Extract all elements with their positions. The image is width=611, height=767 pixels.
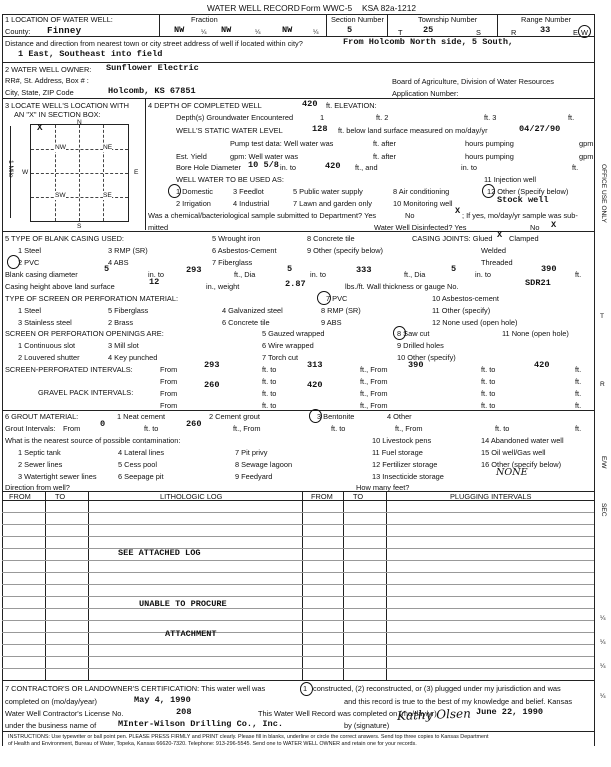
disinfected-label: Water Well Disinfected? Yes <box>374 223 467 232</box>
use-irrigation[interactable]: 2 Irrigation <box>176 199 211 208</box>
log-row-rule <box>2 524 594 525</box>
si-to-4: ft. to <box>481 377 496 386</box>
screen-none[interactable]: 12 None used (open hole) <box>432 318 518 327</box>
sample-if-yes: ; If yes, mo/day/yr sample was sub- <box>462 211 578 220</box>
grout-intervals-label: Grout Intervals: <box>5 424 56 433</box>
si-from-1: From <box>160 365 178 374</box>
opening-drilled[interactable]: 9 Drilled holes <box>397 341 444 350</box>
opening-key[interactable]: 4 Key punched <box>108 353 158 362</box>
range-label: Range Number <box>521 15 572 24</box>
opening-torch[interactable]: 7 Torch cut <box>262 353 299 362</box>
sidebar-mark-ew: E/W <box>600 456 607 469</box>
contam-fuel[interactable]: 11 Fuel storage <box>372 448 423 457</box>
use-domestic[interactable]: 1 Domestic <box>176 187 213 196</box>
contam-abandoned[interactable]: 14 Abandoned water well <box>481 436 564 445</box>
fraction-label: Fraction <box>191 15 218 24</box>
gp-ft-2: ft. <box>575 401 582 410</box>
circle-mark <box>482 184 495 198</box>
gp-to-3: ft. to <box>262 401 277 410</box>
city-label: City, State, ZIP Code <box>5 88 74 97</box>
use-label: WELL WATER TO BE USED AS: <box>176 175 284 184</box>
ksa-reference: KSA 82a-1212 <box>362 3 417 13</box>
casing-d1: 5 <box>104 264 110 274</box>
circle-mark <box>7 255 20 269</box>
gw-end: ft. <box>568 113 575 122</box>
pump-test-label: Pump test data: Well water was <box>230 139 334 148</box>
casing-joints-mark: X <box>497 230 503 240</box>
rule <box>386 491 387 680</box>
screen-stainless[interactable]: 5 Fiberglass <box>108 306 149 315</box>
log-entry-3: ATTACHMENT <box>165 629 217 639</box>
sidebar-quarter-4: ¼ <box>600 693 606 700</box>
grout-heading: 6 GROUT MATERIAL: <box>5 412 79 421</box>
si-from-2: From <box>160 377 178 386</box>
depth-value: 420 <box>302 99 318 109</box>
use-air-conditioning[interactable]: 8 Air conditioning <box>393 187 450 196</box>
yield-gpm: gpm: Well water was <box>230 152 299 161</box>
screen-label: TYPE OF SCREEN OR PERFORATION MATERIAL: <box>5 294 179 303</box>
circle-mark <box>309 409 322 423</box>
grout-to-value: 260 <box>186 419 202 429</box>
quarter-2: ¼ <box>255 29 261 36</box>
grout-bentonite[interactable]: 3 Bentonite <box>317 412 355 421</box>
fraction-1: NW <box>174 25 185 35</box>
quarter-1: ¼ <box>201 29 207 36</box>
yield-after: ft. after <box>373 152 397 161</box>
log-row-rule <box>2 620 594 621</box>
locate-heading: 3 LOCATE WELL'S LOCATION WITH <box>5 101 129 110</box>
use-industrial[interactable]: 4 Industrial <box>233 199 270 208</box>
casing-welded[interactable]: Welded <box>481 246 506 255</box>
distance-value-2: 1 East, Southeast into field <box>18 49 163 59</box>
gp-from-value: 260 <box>204 380 220 390</box>
opening-continuous[interactable]: 1 Continuous slot <box>18 341 76 350</box>
instructions-line-2: of Health and Environment, Bureau of Water, Topeka, Kansas 66620-7320. Telephone: 913-296-5545. Send one to WATER WELL OWNER and retain one for your records. <box>8 741 417 747</box>
grout-cement-grout[interactable]: 2 Cement grout <box>209 412 260 421</box>
contam-oil-gas[interactable]: 15 Oil well/Gas well <box>481 448 546 457</box>
screen-steel[interactable]: 1 Steel <box>18 306 42 315</box>
grout-ft-to: ft. to <box>331 424 346 433</box>
instructions-line-1: INSTRUCTIONS: Use typewriter or ball point pen. PLEASE PRESS FIRMLY and PRINT clearly. Please fill in blanks, underline or circle the correct answers. Send top three copies to Kansas Department <box>8 734 489 740</box>
rule <box>302 491 303 680</box>
si-ft-from-2: ft., From <box>360 377 388 386</box>
log-row-rule <box>2 656 594 657</box>
log-header-plugging: PLUGGING INTERVALS <box>450 492 532 501</box>
casing-abs[interactable]: 4 ABS <box>108 258 129 267</box>
township-prefix: T <box>398 28 403 37</box>
gw-1: 1 <box>320 113 325 122</box>
use-public-supply[interactable]: 5 Public water supply <box>293 187 363 196</box>
screen-asbestos[interactable]: 10 Asbestos-cement <box>432 294 499 303</box>
grout-neat-cement[interactable]: 1 Neat cement <box>117 412 166 421</box>
log-entry-1: SEE ATTACHED LOG <box>118 548 201 558</box>
casing-d2-ft: 333 <box>356 265 372 275</box>
location-heading: 1 LOCATION OF WATER WELL: <box>5 15 113 24</box>
circle-mark <box>300 682 313 696</box>
grout-from-label: From <box>63 424 81 433</box>
bore-ft-and: ft., and <box>355 163 378 172</box>
locate-heading-2: AN "X" IN SECTION BOX: <box>14 110 101 119</box>
sidebar-mark-sec: SEC <box>600 503 607 517</box>
contam-septic[interactable]: 1 Septic tank <box>18 448 61 457</box>
gravel-label: GRAVEL PACK INTERVALS: <box>38 388 134 397</box>
bore-value: 10 5/8 <box>248 160 279 170</box>
gp-to-value: 420 <box>307 380 323 390</box>
east-label: E <box>134 169 139 176</box>
circle-mark <box>317 291 331 305</box>
casing-joints-clamped[interactable]: Clamped <box>509 234 539 243</box>
si-to-2: ft. to <box>481 365 496 374</box>
bore-label: Bore Hole Diameter <box>176 163 241 172</box>
gp-ft-from-2: ft., From <box>360 401 388 410</box>
casing-joints-label: CASING JOINTS: Glued <box>412 234 493 243</box>
use-feedlot[interactable]: 3 Feedlot <box>233 187 264 196</box>
well-location-mark: X <box>37 122 43 133</box>
use-injection-well[interactable]: 11 Injection well <box>484 175 537 184</box>
opening-wire[interactable]: 6 Wire wrapped <box>262 341 314 350</box>
screen-intervals-label: SCREEN-PERFORATED INTERVALS: <box>5 365 133 374</box>
opening-gauzed[interactable]: 5 Gauzed wrapped <box>262 329 325 338</box>
casing-other[interactable]: 9 Other (specify below) <box>307 246 383 255</box>
si-from-value-2: 390 <box>408 360 424 370</box>
disinfected-no[interactable]: No <box>530 223 540 232</box>
license-value: 208 <box>176 707 192 717</box>
sidebar-quarter-1: ¼ <box>600 615 606 622</box>
gp-from-1: From <box>160 389 178 398</box>
si-to-3: ft. to <box>262 377 277 386</box>
north-label: N <box>77 119 82 126</box>
si-to-value-2: 420 <box>534 360 550 370</box>
gp-to-4: ft. to <box>481 401 496 410</box>
screen-fiberglass[interactable]: 4 Galvanized steel <box>222 306 283 315</box>
record-label: This Water Well Record was completed on (mo/day/yr) <box>258 709 437 718</box>
signature-label: by (signature) <box>344 721 390 730</box>
cert-heading: 7 CONTRACTOR'S OR LANDOWNER'S CERTIFICATION: This water well was <box>5 684 266 693</box>
sample-no[interactable]: No <box>405 211 415 220</box>
yield-hours: hours pumping <box>465 152 514 161</box>
opening-mill[interactable]: 3 Mill slot <box>108 341 139 350</box>
contamination-label: What is the nearest source of possible contamination: <box>5 436 181 445</box>
screen-abs[interactable]: 9 ABS <box>321 318 342 327</box>
section-number-value: 5 <box>347 25 353 35</box>
rule <box>2 410 594 411</box>
township-value: 25 <box>423 25 434 35</box>
township-label: Township Number <box>418 15 478 24</box>
casing-steel[interactable]: 1 Steel <box>18 246 42 255</box>
contam-privy[interactable]: 7 Pit privy <box>235 448 268 457</box>
screen-other[interactable]: 11 Other (specify) <box>432 306 491 315</box>
static-level-date: 04/27/90 <box>519 124 561 134</box>
contam-sewer[interactable]: 2 Sewer lines <box>18 460 63 469</box>
sample-no-mark: X <box>455 206 461 216</box>
bore-to-value: 420 <box>325 161 341 171</box>
completed-value: May 4, 1990 <box>134 695 191 705</box>
rule <box>31 197 128 198</box>
casing-d2-to: in. to <box>310 270 327 279</box>
board-label: Board of Agriculture, Division of Water Resources <box>392 77 554 86</box>
rule <box>45 491 46 680</box>
casing-d3-ft: 390 <box>541 264 557 274</box>
sidebar-mark-r: R <box>600 381 605 388</box>
casing-wall-label: lbs./ft. Wall thickness or gauge No. <box>345 282 459 291</box>
fraction-2: NW <box>221 25 232 35</box>
log-row-rule <box>2 668 594 669</box>
casing-asbestos[interactable]: 6 Asbestos-Cement <box>212 246 277 255</box>
grout-other[interactable]: 4 Other <box>387 412 412 421</box>
opening-saw-cut[interactable]: 8 Saw cut <box>397 329 430 338</box>
business-value: MInter-Wilson Drilling Co., Inc. <box>118 719 284 729</box>
owner-name: Sunflower Electric <box>106 63 199 73</box>
contam-feedyard[interactable]: 9 Feedyard <box>235 472 273 481</box>
contam-other-value: NONE <box>496 467 528 478</box>
rule <box>497 14 498 36</box>
gw-3: ft. 3 <box>484 113 497 122</box>
log-row-rule <box>2 584 594 585</box>
grout-ft-from-2: ft., From <box>395 424 423 433</box>
casing-d1-ftdia: ft., Dia <box>234 270 256 279</box>
static-level-units: ft. below land surface measured on mo/day/yr <box>338 126 488 135</box>
rule <box>387 14 388 36</box>
direction-label: Direction from well? <box>5 483 70 492</box>
log-header-from: FROM <box>9 492 31 501</box>
si-ft-from-1: ft., From <box>360 365 388 374</box>
openings-label: SCREEN OR PERFORATION OPENINGS ARE: <box>5 329 164 338</box>
contam-livestock[interactable]: 10 Livestock pens <box>372 436 432 445</box>
casing-d1-to: in. to <box>148 270 165 279</box>
casing-d3-to: in. to <box>475 270 492 279</box>
sidebar-mark-t: T <box>600 313 605 320</box>
use-monitoring[interactable]: 10 Monitoring well <box>393 199 453 208</box>
groundwater-label: Depth(s) Groundwater Encountered <box>176 113 294 122</box>
rule <box>2 62 594 63</box>
office-use-label: OFFICE USE ONLY <box>600 164 607 223</box>
rule <box>145 98 146 230</box>
grout-from-value: 0 <box>100 419 106 429</box>
log-header-from-2: FROM <box>311 492 333 501</box>
depth-units: ft. ELEVATION: <box>326 101 377 110</box>
log-row-rule <box>2 608 594 609</box>
mile-label: 1 Mile <box>7 160 14 178</box>
cert-text-2: and this record is true to the best of my knowledge and belief. Kansas <box>344 697 573 706</box>
rule <box>2 680 594 681</box>
si-from-value: 293 <box>204 360 220 370</box>
contam-watertight[interactable]: 3 Watertight sewer lines <box>18 472 97 481</box>
se-label: SE <box>103 192 112 199</box>
sample-question: Was a chemical/bacteriological sample submitted to Department? Yes <box>148 211 377 220</box>
log-entry-2: UNABLE TO PROCURE <box>139 599 227 609</box>
contam-fertilizer[interactable]: 12 Fertilizer storage <box>372 460 438 469</box>
gp-to-2: ft. to <box>481 389 496 398</box>
grout-to-label: ft. to <box>144 424 159 433</box>
city-value: Holcomb, KS 67851 <box>108 86 196 96</box>
sw-label: SW <box>55 192 66 199</box>
bore-ft: ft. <box>572 163 579 172</box>
application-label: Application Number: <box>392 89 459 98</box>
casing-d2-ftdia: ft., Dia <box>404 270 426 279</box>
nw-label: NW <box>55 144 66 151</box>
yield-gpm-end: gpm <box>579 152 594 161</box>
casing-pvc[interactable]: 2 PVC <box>18 258 40 267</box>
casing-height-value: 12 <box>149 277 160 287</box>
static-level-value: 128 <box>312 124 328 134</box>
rule <box>159 14 160 36</box>
range-prefix: R <box>511 28 517 37</box>
log-row-rule <box>2 560 594 561</box>
cert-option-1[interactable]: 1 <box>303 684 308 693</box>
rule <box>2 231 594 232</box>
gw-2: ft. 2 <box>376 113 389 122</box>
casing-concrete-tile[interactable]: 8 Concrete tile <box>307 234 355 243</box>
rule <box>2 98 594 99</box>
screen-brass[interactable]: 3 Stainless steel <box>18 318 72 327</box>
use-other[interactable]: 12 Other (Specify below) <box>487 187 569 196</box>
distance-value: From Holcomb North side, 5 South, <box>343 37 514 47</box>
screen-pvc[interactable]: 7 PVC <box>326 294 348 303</box>
disinfected-no-mark: X <box>551 220 557 230</box>
bore-in-to: in. to <box>280 163 297 172</box>
casing-wrought-iron[interactable]: 5 Wrought iron <box>212 234 261 243</box>
range-direction-e: E <box>573 28 578 37</box>
use-lawn-garden[interactable]: 7 Lawn and garden only <box>293 199 372 208</box>
casing-rmp[interactable]: 3 RMP (SR) <box>108 246 148 255</box>
static-level-label: WELL'S STATIC WATER LEVEL <box>176 126 283 135</box>
rule <box>2 731 594 732</box>
contam-lateral[interactable]: 4 Lateral lines <box>118 448 165 457</box>
rule <box>103 125 104 221</box>
pump-gpm: gpm <box>579 139 594 148</box>
range-value: 33 <box>540 25 551 35</box>
west-label: W <box>22 169 29 176</box>
south-label: S <box>77 223 82 230</box>
fraction-3: NW <box>282 25 293 35</box>
record-value: June 22, 1990 <box>476 707 544 717</box>
yield-label: Est. Yield <box>176 152 207 161</box>
grout-ft-from: ft., From <box>233 424 261 433</box>
rule <box>594 14 595 746</box>
si-to-1: ft. to <box>262 365 277 374</box>
completed-label: completed on (mo/day/year) <box>5 697 98 706</box>
section-number-label: Section Number <box>331 15 384 24</box>
use-other-value: Stock well <box>497 195 549 205</box>
log-row-rule <box>2 548 594 549</box>
contam-lagoon[interactable]: 8 Sewage lagoon <box>235 460 293 469</box>
casing-d3: 5 <box>451 264 457 274</box>
log-row-rule <box>2 536 594 537</box>
log-row-rule <box>2 632 594 633</box>
opening-louvered[interactable]: 2 Louvered shutter <box>18 353 80 362</box>
form-title: WATER WELL RECORD <box>207 3 300 13</box>
log-row-rule <box>2 596 594 597</box>
form-number: Form WWC-5 <box>301 3 353 13</box>
contam-insecticide[interactable]: 13 Insecticide storage <box>372 472 444 481</box>
bore-in-to-2: in. to <box>461 163 478 172</box>
casing-wall-value: SDR21 <box>525 278 551 288</box>
gp-ft-1: ft. <box>575 389 582 398</box>
mitted-label: mitted <box>148 223 169 232</box>
township-direction: S <box>476 28 481 37</box>
casing-weight-value: 2.87 <box>285 279 306 289</box>
rule <box>2 14 3 746</box>
casing-fiberglass[interactable]: 7 Fiberglass <box>212 258 253 267</box>
gp-to-1: ft. to <box>262 389 277 398</box>
si-ft-2: ft. <box>575 377 582 386</box>
casing-d3-end: ft. <box>575 270 582 279</box>
contam-cess[interactable]: 5 Cess pool <box>118 460 158 469</box>
screen-galvanized[interactable]: 2 Brass <box>108 318 134 327</box>
contam-other[interactable]: 16 Other (specify below) <box>481 460 562 469</box>
address-label: RR#, St. Address, Box # : <box>5 76 89 85</box>
section-box <box>30 124 129 222</box>
gp-from-2: From <box>160 401 178 410</box>
screen-rmp[interactable]: 8 RMP (SR) <box>321 306 361 315</box>
opening-none[interactable]: 11 None (open hole) <box>502 329 569 338</box>
log-header-to: TO <box>55 492 66 501</box>
pump-after: ft. after <box>373 139 397 148</box>
si-ft-1: ft. <box>575 365 582 374</box>
grout-ft-to-2: ft. to <box>495 424 510 433</box>
log-row-rule <box>2 572 594 573</box>
county-value: Finney <box>47 25 82 36</box>
rule <box>31 173 128 174</box>
screen-concrete[interactable]: 6 Concrete tile <box>222 318 270 327</box>
log-row-rule <box>2 512 594 513</box>
casing-d1-ft: 293 <box>186 265 202 275</box>
signature: Kathy Olsen <box>396 706 472 723</box>
rule <box>343 491 344 680</box>
ne-label: NE <box>103 144 113 151</box>
quarter-3: ¼ <box>313 29 319 36</box>
circle-mark <box>168 184 181 198</box>
log-header-to-2: TO <box>353 492 364 501</box>
sidebar-quarter-2: ¼ <box>600 639 606 646</box>
owner-heading: 2 WATER WELL OWNER: <box>5 65 92 74</box>
casing-height-label: Casing height above land surface <box>5 282 115 291</box>
casing-weight-label: in., weight <box>206 282 240 291</box>
log-header-lithologic: LITHOLOGIC LOG <box>160 492 223 501</box>
pump-hours: hours pumping <box>465 139 514 148</box>
contam-seepage[interactable]: 6 Seepage pit <box>118 472 164 481</box>
rule <box>326 14 327 36</box>
distance-label: Distance and direction from nearest town or city street address of well if located within city? <box>5 39 303 48</box>
cert-text-1: constructed, (2) reconstructed, or (3) plugged under my jurisdiction and was <box>313 684 561 693</box>
depth-label: 4 DEPTH OF COMPLETED WELL <box>148 101 262 110</box>
casing-threaded[interactable]: Threaded <box>481 258 513 267</box>
sidebar-quarter-3: ¼ <box>600 663 606 670</box>
county-label: County: <box>5 27 31 36</box>
casing-heading: 5 TYPE OF BLANK CASING USED: <box>5 234 124 243</box>
opening-other[interactable]: 10 Other (specify) <box>397 353 456 362</box>
business-label: under the business name of <box>5 721 97 730</box>
gp-ft-from-1: ft., From <box>360 389 388 398</box>
rule <box>88 491 89 680</box>
si-to-value: 313 <box>307 360 323 370</box>
casing-d2: 5 <box>287 264 293 274</box>
feet-label: How many feet? <box>356 483 410 492</box>
casing-diameter-label: Blank casing diameter <box>5 270 78 279</box>
log-row-rule <box>2 644 594 645</box>
grout-ft: ft. <box>575 424 582 433</box>
license-label: Water Well Contractor's License No. <box>5 709 124 718</box>
range-direction-w: W <box>581 28 588 37</box>
rule <box>55 125 56 221</box>
circle-mark <box>393 326 406 340</box>
rule <box>31 149 128 150</box>
